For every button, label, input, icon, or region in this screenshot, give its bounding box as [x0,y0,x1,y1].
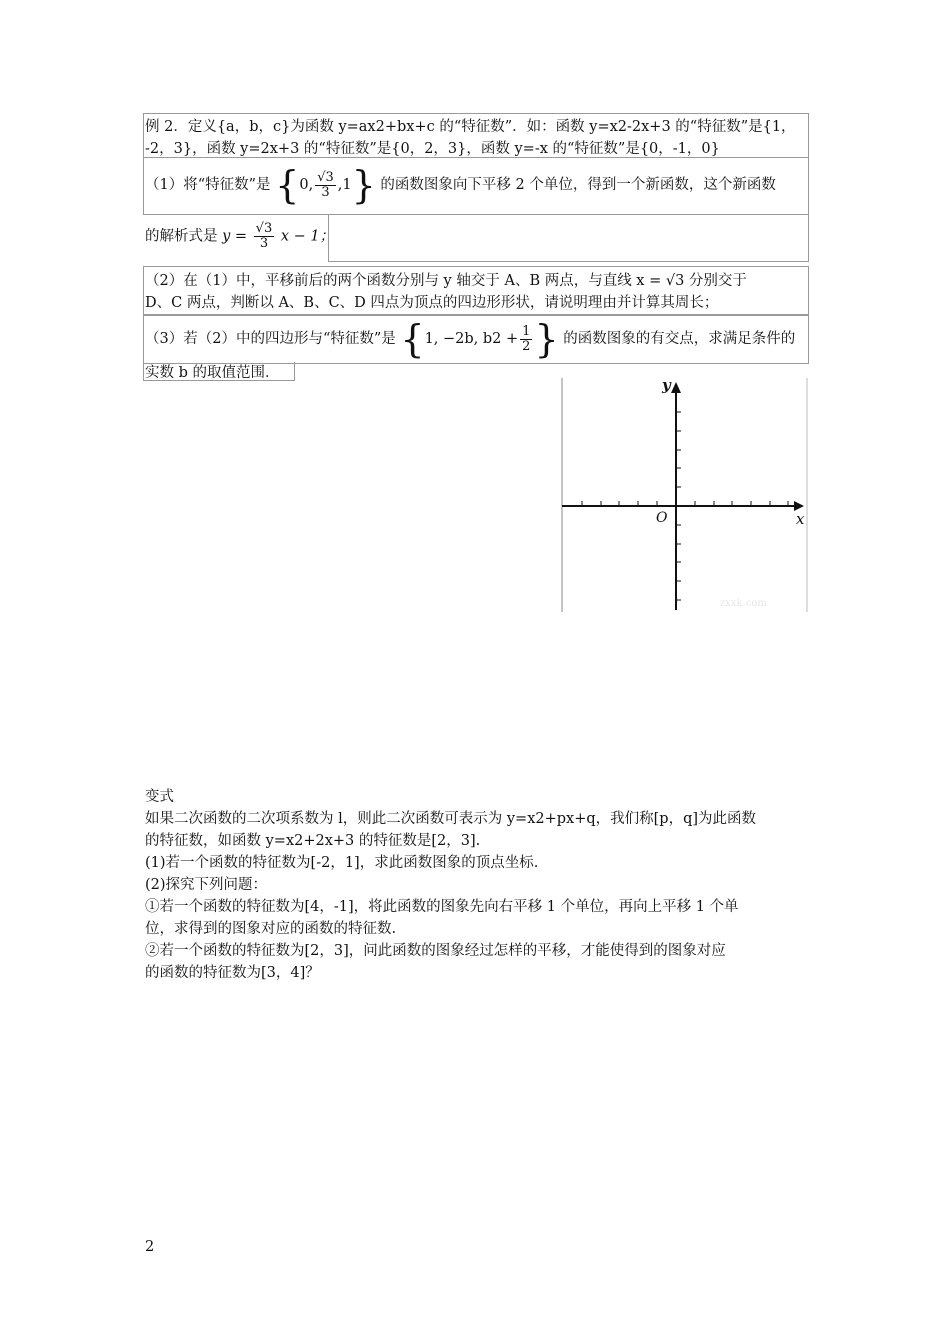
question-3-line-2: 实数 b 的取值范围． [145,365,280,381]
page-number: 2 [145,1239,155,1255]
variant-line-2: 的特征数，如函数 y=x2+2x+3 的特征数是[2，3]. [145,833,481,849]
question-1 [145,163,776,207]
variant-line-7: ②若一个函数的特征数为[2，3]，问此函数的图象经过怎样的平移，才能使得到的图象对应 [145,943,726,959]
q3-frac-num: 1 [522,323,531,339]
q1-fraction [315,171,336,200]
q1-frac-num: √3 [317,169,334,185]
variant-line-4: (2)探究下列问题： [145,877,268,893]
example-line-2: -2，3}，函数 y=2x+3 的“特征数”是{0，2，3}，函数 y=-x 的“特征数”是{0，-1，0} [145,141,720,157]
q1-frac-den: 3 [321,184,330,200]
q3-prefix: （3）若（2）中的四边形与“特征数”是 [145,331,396,347]
q3-fraction [520,325,532,354]
q1-suffix: 的函数图象向下平移 2 个单位，得到一个新函数，这个新函数 [380,177,776,193]
variant-line-3: (1)若一个函数的特征数为[-2，1]，求此函数图象的顶点坐标. [145,855,539,871]
y-axis-label: y [662,376,671,394]
left-brace: { [275,163,300,207]
q1-answer-prefix: 的解析式是 [145,228,218,245]
variant-line-6: 位，求得到的图象对应的函数的特征数. [145,921,397,937]
q1-answer-y: y = [222,228,248,245]
q3-right-brace: } [534,317,559,361]
watermark: zxxk.com [720,598,767,609]
right-brace: } [351,163,376,207]
q1-answer-fraction [254,222,275,251]
question-2-line-1: （2）在（1）中，平移前后的两个函数分别与 y 轴交于 A、B 两点，与直线 x = √3 分别交于 [145,273,747,289]
question-2-line-2: D、C 两点，判断以 A、B、C、D 四点为顶点的四边形形状，请说明理由并计算其周长； [145,295,719,311]
q1-set-b: ,1 [337,177,352,193]
q3-set: 1, −2b, b2 + [424,331,519,347]
variant-line-1: 如果二次函数的二次项系数为 l，则此二次函数可表示为 y=x2+px+q，我们称[p，q]为此函数 [145,811,757,827]
q3-suffix: 的函数图象的有交点，求满足条件的 [563,331,796,347]
coordinate-graph [560,378,810,614]
variant-line-8: 的函数的特征数为[3，4]？ [145,965,320,981]
axes-svg [560,378,810,614]
q1-answer-tail: x − 1； [280,228,335,245]
answer-box [328,214,809,262]
variant-title: 变式 [145,789,174,805]
origin-label: O [656,510,668,526]
q1-answer-num: √3 [255,221,273,236]
q1-prefix: （1）将“特征数”是 [145,177,271,193]
q3-frac-den: 2 [522,338,531,354]
variant-line-5: ①若一个函数的特征数为[4，-1]，将此函数的图象先向右平移 1 个单位，再向上平移 1 个单 [145,899,739,915]
x-axis-label: x [796,510,805,528]
question-1-answer [145,222,334,251]
q3-left-brace: { [400,317,425,361]
example-line-1: 例 2．定义{a，b，c}为函数 y=ax2+bx+c 的“特征数”．如：函数 y=x2-2x+3 的“特征数”是{1， [145,119,796,135]
q1-set-a: 0, [299,177,314,193]
q1-answer-den: 3 [259,236,269,251]
question-3 [145,317,796,361]
